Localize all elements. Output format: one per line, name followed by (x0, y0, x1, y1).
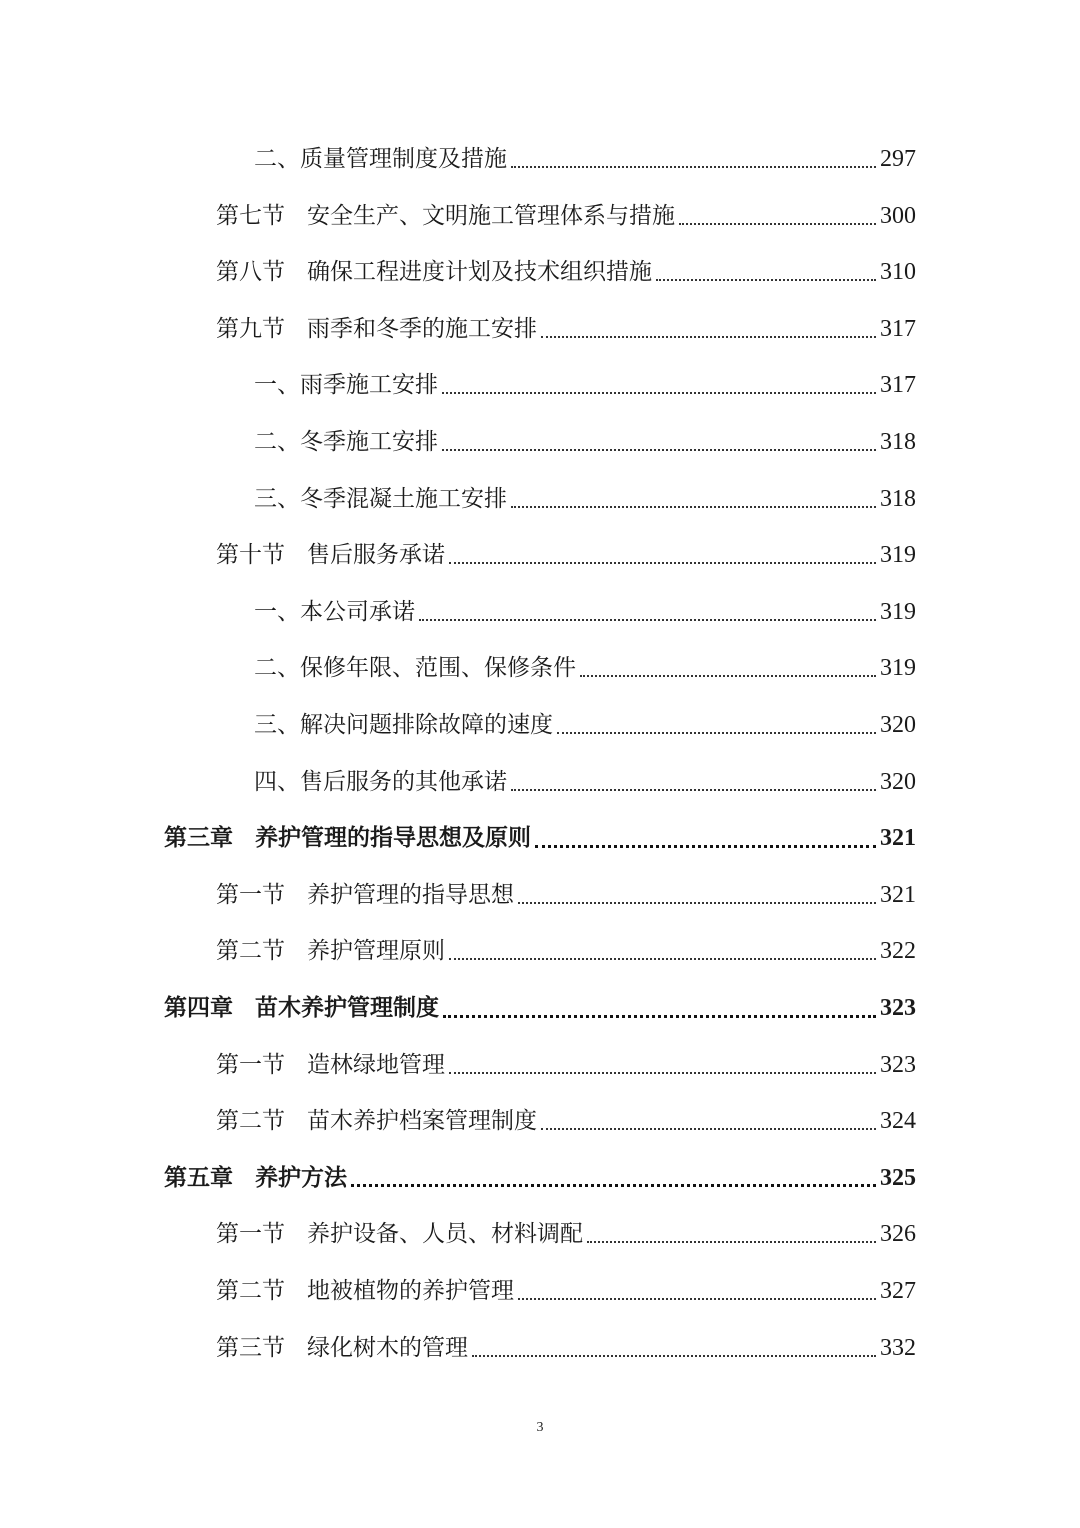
toc-entry[interactable] (254, 754, 916, 810)
toc-entry-number: 三、 (254, 485, 300, 512)
toc-entry-page-number: 318 (880, 429, 916, 455)
toc-entry-title: 解决问题排除故障的速度 (300, 712, 553, 738)
toc-entry-title: 养护方法 (255, 1163, 347, 1191)
toc-entry-page-number: 317 (880, 372, 916, 399)
toc-entry-title: 保修年限、范围、保修条件 (300, 655, 576, 682)
toc-entry-label (216, 188, 675, 244)
toc-entry[interactable] (216, 188, 916, 244)
toc-entry-page-number: 300 (880, 202, 916, 229)
toc-entry-label (254, 131, 507, 187)
toc-entry-number: 第八节 (216, 259, 285, 286)
toc-entry-number: 第三章 (164, 824, 233, 852)
toc-entry-title: 养护管理的指导思想 (307, 881, 514, 908)
toc-entry-page-number: 321 (880, 881, 916, 908)
toc-entry-number: 四、 (254, 768, 300, 795)
toc-entry-page-number: 318 (880, 485, 916, 512)
toc-entry-title: 地被植物的养护管理 (307, 1278, 514, 1304)
toc-entry-number: 三、 (254, 712, 300, 738)
toc-entry-label (254, 584, 415, 640)
toc-entry[interactable] (254, 357, 916, 413)
toc-entry-number: 第二节 (216, 1278, 285, 1304)
toc-dot-leader (511, 789, 876, 791)
toc-entry-title: 售后服务的其他承诺 (300, 768, 507, 795)
toc-entry-label (216, 301, 537, 357)
toc-dot-leader (351, 1184, 876, 1187)
toc-entry[interactable] (254, 697, 916, 753)
toc-entry-label (216, 1263, 514, 1319)
toc-entry[interactable] (254, 414, 916, 470)
toc-entry-label (164, 980, 439, 1036)
toc-entry-label (216, 1037, 445, 1093)
toc-entry-page-number: 322 (880, 938, 916, 965)
toc-entry-number: 二、 (254, 429, 300, 455)
toc-entry-page-number: 326 (880, 1221, 916, 1248)
toc-entry[interactable] (216, 1206, 916, 1262)
toc-entry-number: 一、 (254, 372, 300, 399)
toc-entry-page-number: 319 (880, 655, 916, 682)
toc-entry[interactable] (216, 1093, 916, 1149)
toc-entry-label (254, 357, 438, 413)
toc-entry-title: 养护设备、人员、材料调配 (307, 1221, 583, 1248)
toc-entry-title: 本公司承诺 (300, 598, 415, 625)
toc-entry-page-number: 321 (880, 825, 916, 852)
toc-entry-page-number: 310 (880, 259, 916, 286)
toc-entry-title: 苗木养护档案管理制度 (307, 1108, 537, 1135)
toc-dot-leader (541, 1128, 876, 1130)
toc-entry-title: 绿化树木的管理 (307, 1334, 468, 1361)
toc-entry[interactable] (216, 867, 916, 923)
toc-entry-number: 第九节 (216, 315, 285, 342)
toc-dot-leader (580, 675, 876, 677)
toc-entry-page-number: 319 (880, 542, 916, 569)
toc-entry[interactable] (216, 1263, 916, 1319)
toc-entry-title: 质量管理制度及措施 (300, 146, 507, 172)
toc-entry-number: 第一节 (216, 881, 285, 908)
toc-entry-title: 售后服务承诺 (307, 542, 445, 569)
toc-entry[interactable] (216, 923, 916, 979)
toc-dot-leader (557, 732, 876, 734)
toc-entry-page-number: 297 (880, 146, 916, 172)
toc-entry-label (216, 1206, 583, 1262)
page-number: 3 (536, 1420, 544, 1435)
toc-entry-title: 雨季施工安排 (300, 372, 438, 399)
toc-dot-leader (541, 336, 876, 338)
toc-dot-leader (656, 279, 876, 281)
toc-entry-label (216, 527, 445, 583)
toc-entry-number: 第十节 (216, 542, 285, 569)
toc-dot-leader (449, 958, 876, 960)
toc-entry[interactable] (216, 1320, 916, 1376)
toc-entry-number: 二、 (254, 655, 300, 682)
toc-entry[interactable] (216, 527, 916, 583)
toc-entry[interactable] (254, 131, 916, 187)
toc-entry-page-number: 324 (880, 1108, 916, 1135)
toc-entry[interactable] (216, 244, 916, 300)
toc-entry[interactable] (164, 980, 916, 1036)
toc-dot-leader (419, 619, 876, 621)
toc-entry-title: 确保工程进度计划及技术组织措施 (307, 259, 652, 286)
toc-dot-leader (442, 392, 876, 394)
toc-entry[interactable] (254, 640, 916, 696)
toc-entry-label (254, 414, 438, 470)
toc-dot-leader (472, 1355, 876, 1357)
toc-entry-label (164, 1150, 347, 1206)
toc-entry-number: 第二节 (216, 938, 285, 965)
toc-entry-page-number: 323 (880, 1051, 916, 1078)
toc-dot-leader (442, 449, 876, 451)
toc-dot-leader (518, 1298, 876, 1300)
toc-entry-number: 第二节 (216, 1108, 285, 1135)
toc-dot-leader (587, 1241, 876, 1243)
toc-entry-title: 雨季和冬季的施工安排 (307, 315, 537, 342)
toc-entry-label (216, 923, 445, 979)
toc-entry-title: 养护管理的指导思想及原则 (255, 824, 531, 852)
toc-entry-label (254, 697, 553, 753)
toc-entry-page-number: 319 (880, 598, 916, 625)
toc-entry-page-number: 327 (880, 1278, 916, 1304)
toc-entry-number: 一、 (254, 598, 300, 625)
toc-entry-label (216, 1093, 537, 1149)
toc-entry-page-number: 320 (880, 712, 916, 738)
toc-entry-label (164, 810, 531, 866)
toc-entry[interactable] (254, 584, 916, 640)
toc-entry[interactable] (216, 1037, 916, 1093)
toc-entry-number: 第三节 (216, 1334, 285, 1361)
toc-dot-leader (511, 166, 876, 168)
toc-entry-title: 冬季混凝土施工安排 (300, 485, 507, 512)
toc-entry-page-number: 317 (880, 315, 916, 342)
toc-dot-leader (443, 1015, 876, 1018)
toc-entry-number: 第七节 (216, 202, 285, 229)
toc-entry-number: 第五章 (164, 1163, 233, 1191)
toc-entry-page-number: 325 (880, 1164, 916, 1191)
toc-dot-leader (449, 562, 876, 564)
toc-entry-label (254, 754, 507, 810)
toc-entry-page-number: 320 (880, 768, 916, 795)
toc-entry-number: 第一节 (216, 1221, 285, 1248)
toc-entry[interactable] (216, 301, 916, 357)
toc-dot-leader (535, 845, 876, 848)
toc-entry-number: 第一节 (216, 1051, 285, 1078)
toc-entry-title: 冬季施工安排 (300, 429, 438, 455)
toc-dot-leader (518, 902, 876, 904)
toc-entry[interactable] (254, 471, 916, 527)
toc-dot-leader (679, 223, 876, 225)
toc-entry-label (216, 1320, 468, 1376)
toc-dot-leader (511, 506, 876, 508)
toc-entry[interactable] (164, 810, 916, 866)
toc-entry-title: 苗木养护管理制度 (255, 994, 439, 1021)
toc-entry-page-number: 323 (880, 995, 916, 1021)
toc-entry[interactable] (164, 1150, 916, 1206)
toc-entry-label (254, 640, 576, 696)
toc-entry-number: 二、 (254, 146, 300, 172)
toc-entry-number: 第四章 (164, 994, 233, 1021)
toc-entry-label (254, 471, 507, 527)
toc-entry-title: 养护管理原则 (307, 938, 445, 965)
toc-dot-leader (449, 1072, 876, 1074)
toc-entry-title: 造林绿地管理 (307, 1051, 445, 1078)
toc-entry-label (216, 244, 652, 300)
toc-entry-title: 安全生产、文明施工管理体系与措施 (307, 202, 675, 229)
toc-entry-label (216, 867, 514, 923)
toc-entry-page-number: 332 (880, 1334, 916, 1361)
